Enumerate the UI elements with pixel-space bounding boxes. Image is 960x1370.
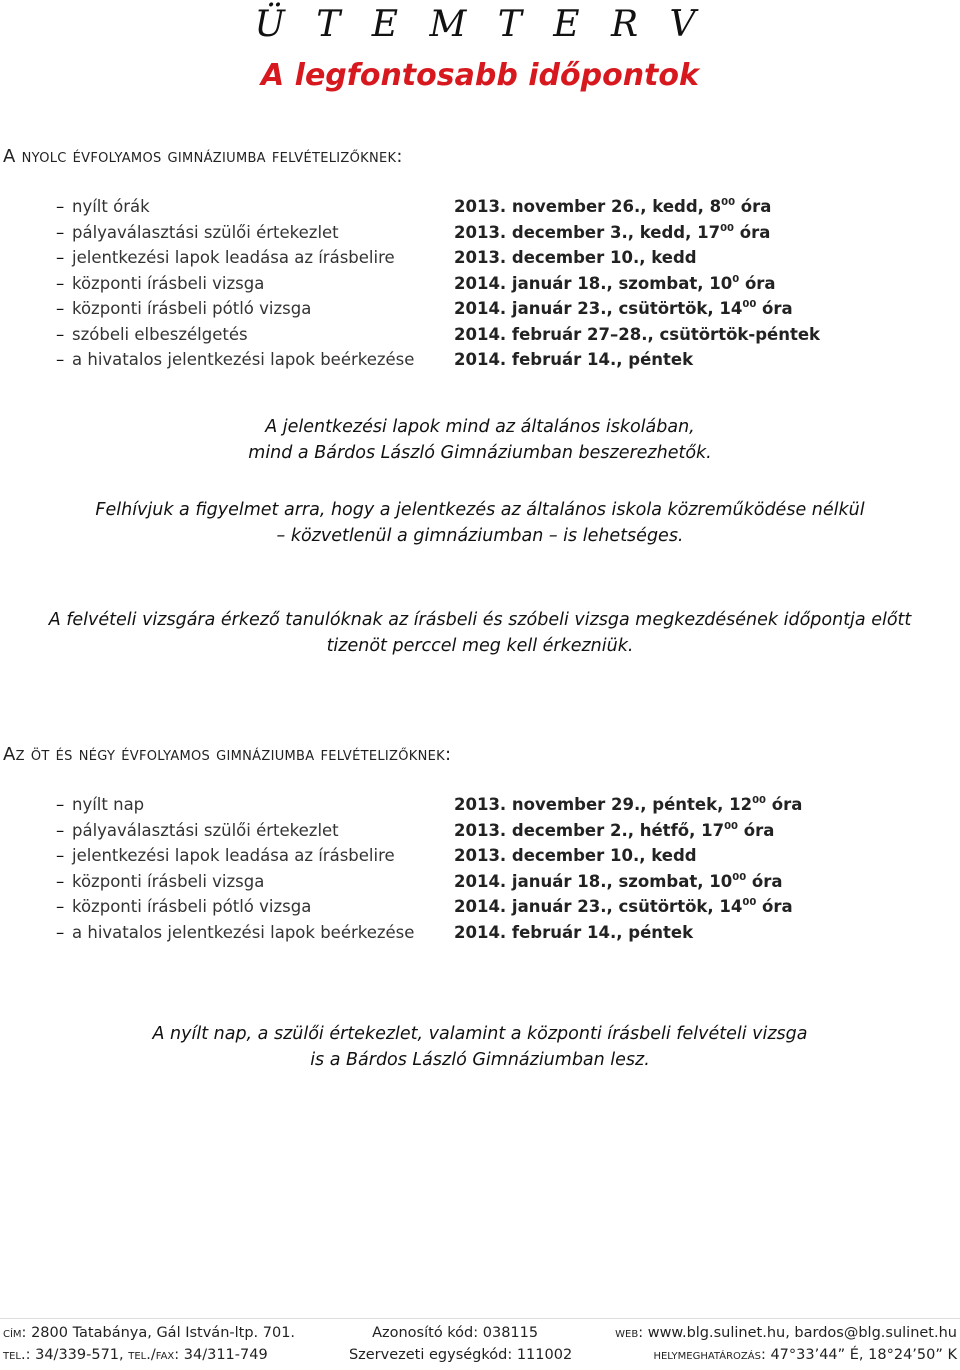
dash-bullet: –	[56, 795, 65, 814]
event-label: jelentkezési lapok leadása az írásbelire	[72, 248, 395, 267]
event-date: 2013. december 2.	[454, 820, 628, 840]
note-line: Felhívjuk a figyelmet arra, hogy a jelentkezés az általános iskola közreműködése nélkül	[95, 500, 865, 520]
footer-value: 47°33’44” É, 18°24’50” K	[770, 1347, 957, 1363]
footer-row-1	[3, 1322, 957, 1344]
event-label: nyílt nap	[72, 795, 145, 814]
event-datetime	[454, 322, 820, 348]
event-day-time: , csütörtök-péntek	[647, 324, 821, 344]
dash-bullet: –	[56, 197, 65, 216]
event-time-unit: óra	[734, 222, 771, 242]
event-date: 2014. február 27–28.	[454, 324, 648, 344]
schedule-row	[56, 245, 936, 271]
event-datetime	[454, 347, 693, 373]
event-datetime	[454, 271, 776, 297]
footer-divider	[0, 1318, 960, 1319]
event-date: 2014. január 18.	[454, 273, 607, 293]
event-day-time: , hétfő, 17	[627, 820, 725, 840]
schedule-row	[56, 296, 936, 322]
event-time-minutes: 00	[720, 222, 734, 234]
event-label: központi írásbeli pótló vizsga	[72, 897, 312, 916]
footer-value: 2800 Tatabánya, Gál István-ltp. 701.	[31, 1325, 296, 1341]
footer-key: cím:	[3, 1325, 27, 1341]
event-label: szóbeli elbeszélgetés	[72, 324, 248, 344]
schedule-row	[56, 322, 936, 348]
event-day-time: , péntek	[616, 350, 694, 369]
footer-phone	[3, 1344, 268, 1366]
section1-heading: A nyolc évfolyamos gimnáziumba felvételizőknek:	[3, 146, 403, 167]
event-time-minutes: 00	[752, 795, 766, 806]
footer-key: tel./fax:	[128, 1347, 180, 1363]
event-label: központi írásbeli pótló vizsga	[72, 299, 312, 318]
event-time-unit: óra	[735, 197, 772, 216]
event-datetime	[454, 194, 771, 220]
event-day-time: , péntek, 12	[640, 795, 753, 814]
dash-bullet: –	[56, 222, 65, 242]
event-date: 2013. december 10.	[454, 846, 640, 865]
event-time-unit: óra	[746, 871, 783, 891]
event-day-time: , péntek	[616, 922, 694, 942]
event-label: nyílt órák	[72, 197, 150, 216]
event-day-time: , kedd, 8	[640, 197, 722, 216]
event-label: központi írásbeli vizsga	[72, 871, 265, 891]
event-datetime	[454, 920, 693, 946]
dash-bullet: –	[56, 350, 65, 369]
event-date: 2013. november 26.	[454, 197, 641, 216]
schedule-row	[56, 271, 936, 297]
event-datetime	[454, 220, 770, 246]
schedule-row	[56, 792, 936, 818]
event-day-time: , kedd	[639, 248, 697, 267]
event-time-minutes: 00	[721, 197, 736, 208]
event-label: központi írásbeli vizsga	[72, 273, 265, 293]
footer-key: web:	[615, 1325, 644, 1341]
event-day-time: , szombat, 10	[606, 871, 733, 891]
note-venue	[0, 1021, 960, 1073]
schedule-row	[56, 347, 936, 373]
dash-bullet: –	[56, 273, 65, 293]
note-line: mind a Bárdos László Gimnáziumban beszerezhetők.	[248, 443, 712, 463]
dash-bullet: –	[56, 846, 65, 865]
event-datetime	[454, 792, 802, 818]
dash-bullet: –	[56, 248, 65, 267]
footer-row-2	[3, 1344, 957, 1366]
dash-bullet: –	[56, 324, 65, 344]
section2-heading: Az öt és négy évfolyamos gimnáziumba felvételizőknek:	[3, 744, 452, 765]
section1-schedule	[56, 194, 936, 373]
dash-bullet: –	[56, 922, 65, 942]
event-time-minutes: 0	[732, 273, 740, 285]
footer-value: 34/311-749	[183, 1347, 268, 1363]
dash-bullet: –	[56, 820, 65, 840]
event-date: 2013. november 29.	[454, 795, 641, 814]
note-line: – közvetlenül a gimnáziumban – is lehetséges.	[276, 526, 684, 546]
event-time-unit: óra	[766, 795, 803, 814]
schedule-row	[56, 220, 936, 246]
schedule-row	[56, 194, 936, 220]
event-time-minutes: 00	[742, 897, 757, 908]
event-datetime	[454, 894, 793, 920]
event-datetime	[454, 245, 697, 271]
event-time-unit: óra	[756, 299, 793, 318]
footer-key: tel.:	[3, 1347, 31, 1363]
footer-value: 34/339-571,	[35, 1347, 124, 1363]
event-time-unit: óra	[737, 820, 775, 840]
schedule-row	[56, 894, 936, 920]
event-date: 2014. január 23.	[454, 299, 607, 318]
event-time-unit: óra	[739, 273, 776, 293]
schedule-row	[56, 920, 936, 946]
event-label: a hivatalos jelentkezési lapok beérkezése	[72, 922, 415, 942]
event-time-minutes: 00	[732, 871, 747, 883]
event-time-unit: óra	[756, 897, 793, 916]
event-date: 2014. február 14.	[454, 350, 617, 369]
event-day-time: , szombat, 10	[606, 273, 733, 293]
note-forms-availability	[0, 414, 960, 466]
event-date: 2014. január 23.	[454, 897, 607, 916]
event-date: 2013. december 3.	[454, 222, 628, 242]
note-direct-application	[0, 497, 960, 549]
document-title: Ü T E M T E R V	[254, 4, 706, 45]
event-datetime	[454, 296, 793, 322]
event-label: jelentkezési lapok leadása az írásbelire	[72, 846, 395, 865]
footer-web	[615, 1322, 957, 1344]
event-day-time: , csütörtök, 14	[606, 897, 743, 916]
event-date: 2013. december 10.	[454, 248, 640, 267]
dash-bullet: –	[56, 299, 65, 318]
schedule-row	[56, 843, 936, 869]
document-subtitle: A legfontosabb időpontok	[261, 58, 699, 93]
note-line: is a Bárdos László Gimnáziumban lesz.	[310, 1050, 650, 1070]
note-arrival-time	[0, 607, 960, 659]
footer-address	[3, 1322, 295, 1344]
note-line: A jelentkezési lapok mind az általános iskolában,	[265, 417, 695, 437]
event-time-minutes: 00	[742, 299, 757, 310]
event-datetime	[454, 843, 697, 869]
schedule-row	[56, 818, 936, 844]
event-datetime	[454, 818, 774, 844]
event-day-time: , kedd, 17	[627, 222, 721, 242]
event-date: 2014. január 18.	[454, 871, 607, 891]
footer	[3, 1322, 957, 1366]
note-line: A felvételi vizsgára érkező tanulóknak az írásbeli és szóbeli vizsga megkezdésének időpontja előtt	[48, 610, 912, 630]
footer-id-code: Azonosító kód: 038115	[372, 1325, 539, 1341]
dash-bullet: –	[56, 897, 65, 916]
section2-schedule	[56, 792, 936, 945]
footer-web-link[interactable]: www.blg.sulinet.hu, bardos@blg.sulinet.hu	[647, 1325, 957, 1341]
event-label: pályaválasztási szülői értekezlet	[72, 820, 339, 840]
note-line: tizenöt perccel meg kell érkezniük.	[326, 636, 634, 656]
event-label: a hivatalos jelentkezési lapok beérkezése	[72, 350, 415, 369]
schedule-row	[56, 869, 936, 895]
footer-key: helymeghatározás:	[653, 1347, 766, 1363]
event-datetime	[454, 869, 783, 895]
event-label: pályaválasztási szülői értekezlet	[72, 222, 339, 242]
event-day-time: , csütörtök, 14	[606, 299, 743, 318]
note-line: A nyílt nap, a szülői értekezlet, valamint a központi írásbeli felvételi vizsga	[152, 1024, 808, 1044]
footer-location	[653, 1344, 957, 1366]
event-date: 2014. február 14.	[454, 922, 617, 942]
event-time-minutes: 00	[724, 820, 738, 832]
event-day-time: , kedd	[639, 846, 697, 865]
footer-unit-code: Szervezeti egységkód: 111002	[348, 1347, 573, 1363]
dash-bullet: –	[56, 871, 65, 891]
